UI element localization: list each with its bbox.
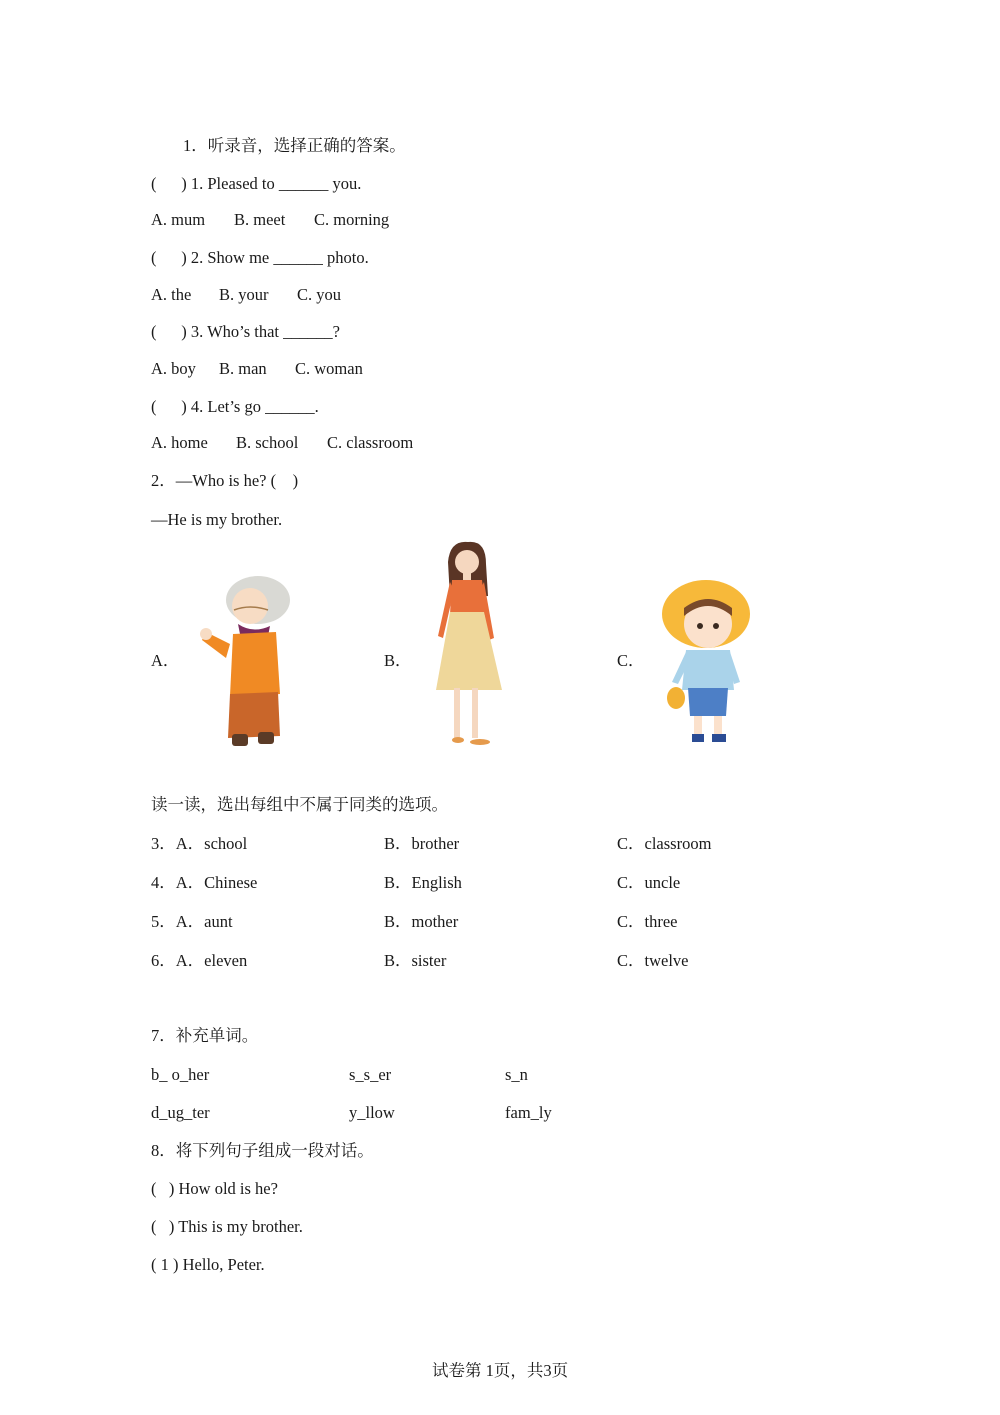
word-blank: fam_ly [505,1103,552,1122]
option-1-1-a: A. mum [151,210,206,229]
option-2-a-label: A． [151,651,180,670]
dialogue-line: ( ) How old is he? [151,1179,278,1198]
word-blank: s_n [505,1065,528,1084]
option-1-3-c: C. woman [295,359,363,378]
row-5-a: 5．A．aunt [151,912,233,931]
section3-heading: 读一读，选出每组中不属于同类的选项。 [151,795,448,814]
row-4-a: 4．A．Chinese [151,873,258,892]
option-1-4-c: C. classroom [327,433,414,452]
option-2-c-label: C． [617,651,645,670]
row-6-a: 6．A．eleven [151,951,248,970]
option-1-4-a: A. home [151,433,208,452]
option-1-1-b: B. meet [234,210,286,229]
row-4-c: C．uncle [617,873,681,892]
question-1-3: ( ) 3. Who’s that ______? [151,322,340,341]
grandmother-picture [198,574,298,750]
page-footer: 试卷第 1页，共3页 [431,1361,569,1380]
section1-heading: 1．听录音，选择正确的答案。 [183,136,406,155]
row-5-b: B．mother [384,912,459,931]
row-5-c: C．three [617,912,678,931]
row-3-c: C．classroom [617,834,712,853]
question-1-2: ( ) 2. Show me ______ photo. [151,248,369,267]
young-woman-picture [430,540,506,750]
option-1-1-c: C. morning [314,210,390,229]
word-blank: d_ug_ter [151,1103,210,1122]
dialogue-line: ( ) This is my brother. [151,1217,303,1236]
row-6-c: C．twelve [617,951,689,970]
section8-heading: 8．将下列句子组成一段对话。 [151,1141,374,1160]
section7-heading: 7．补充单词。 [151,1026,259,1045]
option-1-3-b: B. man [219,359,267,378]
option-1-2-b: B. your [219,285,269,304]
row-3-b: B．brother [384,834,460,853]
word-blank: y_llow [349,1103,395,1122]
row-3-a: 3．A．school [151,834,248,853]
option-2-b-label: B． [384,651,412,670]
row-4-b: B．English [384,873,462,892]
boy-picture [662,578,754,746]
option-1-2-c: C. you [297,285,342,304]
question-1-4: ( ) 4. Let’s go ______. [151,397,319,416]
word-blank: s_s_er [349,1065,392,1084]
word-blank: b_ o_her [151,1065,210,1084]
row-6-b: B．sister [384,951,447,970]
option-1-4-b: B. school [236,433,299,452]
question-1-1: ( ) 1. Pleased to ______ you. [151,174,362,193]
answer-2: —He is my brother. [151,510,283,529]
option-1-2-a: A. the [151,285,192,304]
option-1-3-a: A. boy [151,359,196,378]
question-2: 2．—Who is he? ( ) [151,471,299,490]
dialogue-line: ( 1 ) Hello, Peter. [151,1255,265,1274]
